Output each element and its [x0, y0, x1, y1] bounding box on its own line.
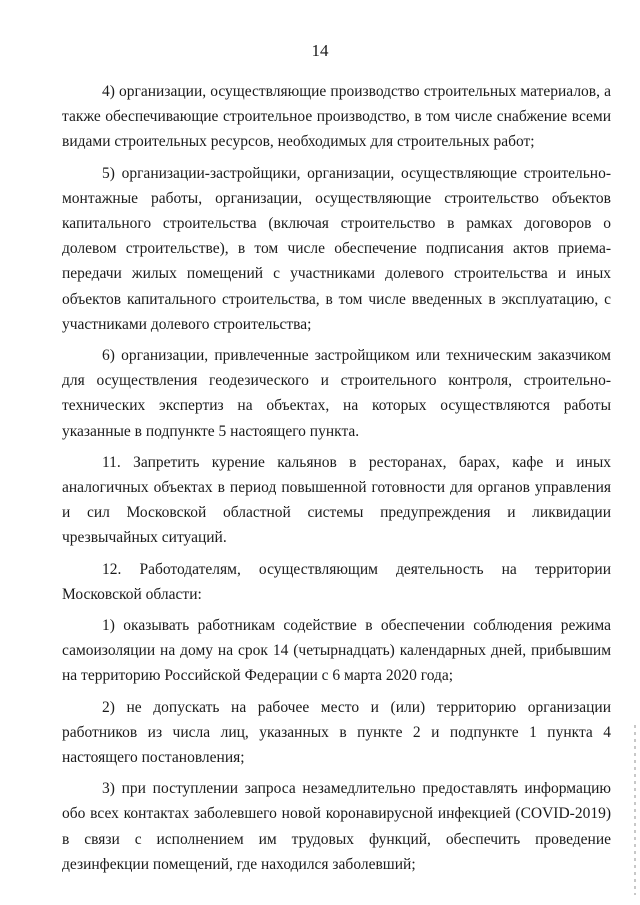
paragraph-subitem-1: 1) оказывать работникам содействие в обеспечении соблюдения режима самоизоляции на дому на срок 14 (четырнадцать) календарных дней, прибывшим на территорию Российской Федерации с 6 марта 2020 года;	[62, 617, 611, 685]
paragraph-item-5: 5) организации-застройщики, организации, осуществляющие строительно-монтажные работы, организации, осуществляющие строительство объектов капитального строительства (включая строительство в рамках договоров о долевом строительстве), в том числе обеспечение подписания актов приема-передачи жилых помещений с участниками долевого строительства и иных объектов капитального строительства, в том числе введенных в эксплуатацию, с участниками долевого строительства;	[62, 164, 611, 333]
paragraph-clause-12: 12. Работодателям, осуществляющим деятельность на территории Московской области:	[62, 560, 611, 603]
paragraph-subitem-2: 2) не допускать на рабочее место и (или) территорию организации работников из числа лиц, указанных в пункте 2 и подпункте 1 пункта 4 настоящего постановления;	[62, 698, 611, 767]
paragraph-item-6: 6) организации, привлеченные застройщиком или техническим заказчиком для осуществления геодезического и строительного контроля, строительно-технических экспертиз на объектах, на которых осуществляются работы указанные в подпункте 5 настоящего пункта.	[62, 347, 611, 440]
scan-edge-mark	[634, 725, 636, 895]
paragraph-subitem-3: 3) при поступлении запроса незамедлительно предоставлять информацию обо всех контактах заболевшего новой коронавирусной инфекцией (COVID-2019) в связи с исполнением им трудовых функций, обеспечить проведение дезинфекции помещений, где находился заболевший;	[62, 780, 611, 873]
paragraph-item-4: 4) организации, осуществляющие производство строительных материалов, а также обеспечивающие строительное производство, в том числе снабжение всеми видами строительных ресурсов, необходимых для строительных работ;	[62, 83, 611, 151]
paragraph-clause-11: 11. Запретить курение кальянов в ресторанах, барах, кафе и иных аналогичных объектах в период повышенной готовности для органов управления и сил Московской областной системы предупреждения и ликвидации чрезвычайных ситуаций.	[62, 453, 611, 547]
document-body	[62, 79, 611, 883]
page-number: 14	[311, 41, 329, 60]
